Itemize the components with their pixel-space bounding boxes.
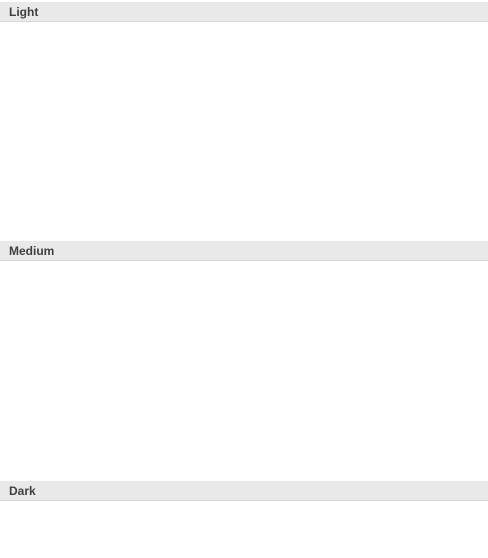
dark-styles-grid — [0, 502, 488, 558]
medium-styles-grid — [0, 262, 488, 476]
section-header-light: Light — [0, 2, 488, 22]
light-styles-grid — [0, 24, 488, 236]
section-header-dark: Dark — [0, 481, 488, 501]
section-header-medium: Medium — [0, 241, 488, 261]
